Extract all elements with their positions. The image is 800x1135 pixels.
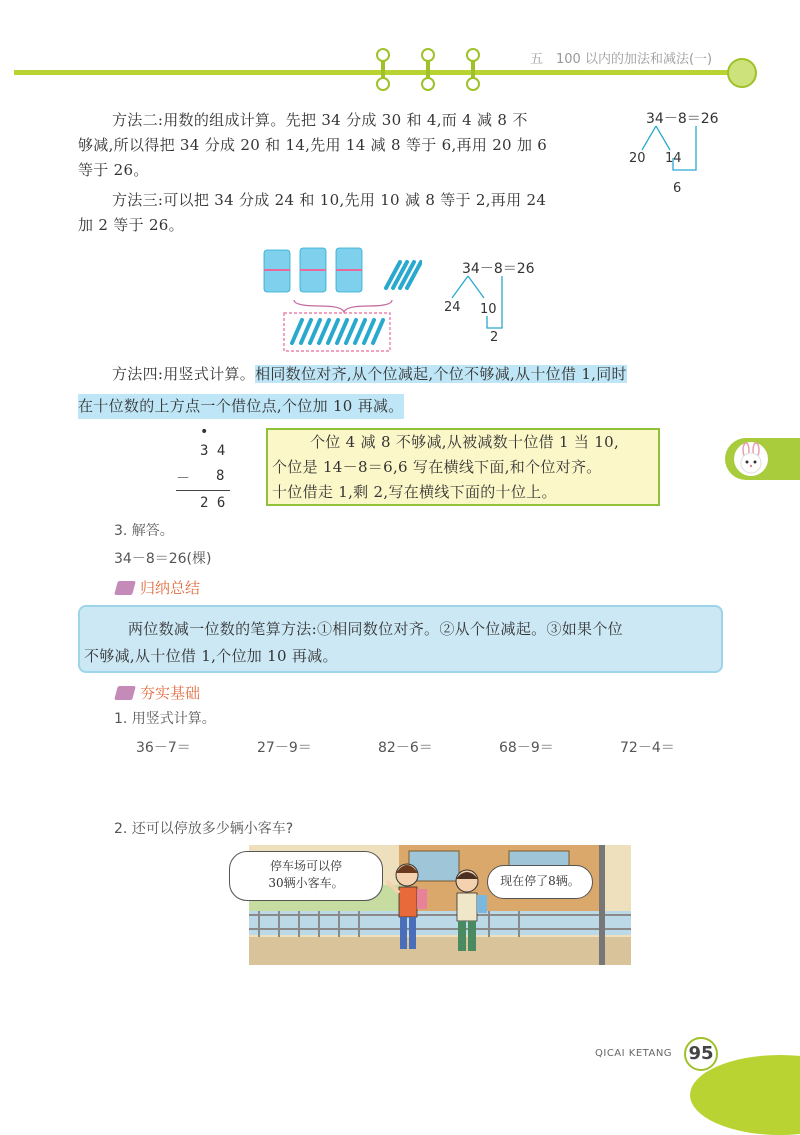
page-number: 95 bbox=[684, 1037, 718, 1071]
minuend: 3 4 bbox=[200, 443, 226, 459]
question-1-label: 1. 用竖式计算。 bbox=[114, 711, 216, 727]
difference: 2 6 bbox=[200, 495, 226, 511]
chapter-title: 五 100 以内的加法和减法(一) bbox=[530, 52, 713, 67]
binder-ring bbox=[466, 77, 480, 91]
bubble-text: 停车场可以停 bbox=[269, 859, 342, 873]
method3-line: 方法三:可以把 34 分成 24 和 10,先用 10 减 8 等于 2,再用 24 bbox=[112, 191, 547, 209]
header-rule bbox=[14, 70, 729, 75]
mascot-icon bbox=[727, 58, 757, 88]
question-2-label: 2. 还可以停放多少辆小客车? bbox=[114, 821, 294, 837]
binder-ring bbox=[376, 48, 390, 62]
exercise: 82－6＝ bbox=[378, 740, 433, 756]
split-result: 2 bbox=[490, 330, 499, 345]
split-equation: 34－8＝26 bbox=[646, 111, 719, 127]
sticks-illustration bbox=[262, 240, 422, 355]
binder-ring bbox=[466, 48, 480, 62]
method4-highlight: 在十位数的上方点一个借位点,个位加 10 再减。 bbox=[78, 394, 404, 419]
borrow-dot: • bbox=[200, 424, 209, 440]
method2-line: 够减,所以得把 34 分成 20 和 14,先用 14 减 8 等于 6,再用 20 加 6 bbox=[78, 136, 548, 154]
summary-line: 两位数减一位数的笔算方法:①相同数位对齐。②从个位减起。③如果个位 bbox=[128, 620, 623, 638]
split-left: 24 bbox=[444, 300, 461, 315]
split-right: 14 bbox=[665, 151, 682, 166]
explanation-line: 个位 4 减 8 不够减,从被减数十位借 1 当 10, bbox=[310, 433, 620, 451]
split-right: 10 bbox=[480, 302, 497, 317]
explanation-line: 个位是 14－8＝6,6 写在横线下面,和个位对齐。 bbox=[272, 458, 602, 476]
split-left: 20 bbox=[629, 151, 646, 166]
footer-series: QICAI KETANG bbox=[595, 1048, 673, 1059]
speech-bubble-right: 现在停了8辆。 bbox=[487, 865, 593, 899]
exercise: 72－4＝ bbox=[620, 740, 675, 756]
method4-highlight: 相同数位对齐,从个位减起,个位不够减,从十位借 1,同时 bbox=[255, 365, 627, 383]
subtrahend: 8 bbox=[216, 468, 225, 484]
split-equation: 34－8＝26 bbox=[462, 261, 535, 277]
method4-plain: 方法四:用竖式计算。 bbox=[112, 365, 256, 383]
practice-title: 夯实基础 bbox=[140, 684, 201, 702]
explanation-line: 十位借走 1,剩 2,写在横线下面的十位上。 bbox=[272, 483, 557, 501]
binder-ring bbox=[421, 77, 435, 91]
method2-line: 方法二:用数的组成计算。先把 34 分成 30 和 4,而 4 减 8 不 bbox=[112, 111, 528, 129]
question-3-answer: 34－8＝26(棵) bbox=[114, 551, 212, 567]
split-result: 6 bbox=[673, 181, 682, 196]
method4-line bbox=[112, 362, 627, 387]
summary-line: 不够减,从十位借 1,个位加 10 再减。 bbox=[84, 647, 338, 665]
question-3-label: 3. 解答。 bbox=[114, 523, 174, 539]
section-icon bbox=[114, 581, 136, 595]
binder-ring bbox=[421, 48, 435, 62]
method3-line: 加 2 等于 26。 bbox=[78, 216, 184, 234]
bunny-icon bbox=[734, 442, 768, 476]
bubble-text: 30辆小客车。 bbox=[268, 876, 344, 890]
summary-title: 归纳总结 bbox=[140, 579, 201, 597]
binder-ring bbox=[376, 77, 390, 91]
minus-sign: － bbox=[176, 471, 190, 487]
method2-line: 等于 26。 bbox=[78, 161, 149, 179]
exercise: 68－9＝ bbox=[499, 740, 554, 756]
exercise: 36－7＝ bbox=[136, 740, 191, 756]
speech-bubble-left bbox=[229, 851, 383, 901]
section-icon bbox=[114, 686, 136, 700]
exercise: 27－9＝ bbox=[257, 740, 312, 756]
vertical-rule bbox=[176, 490, 230, 491]
